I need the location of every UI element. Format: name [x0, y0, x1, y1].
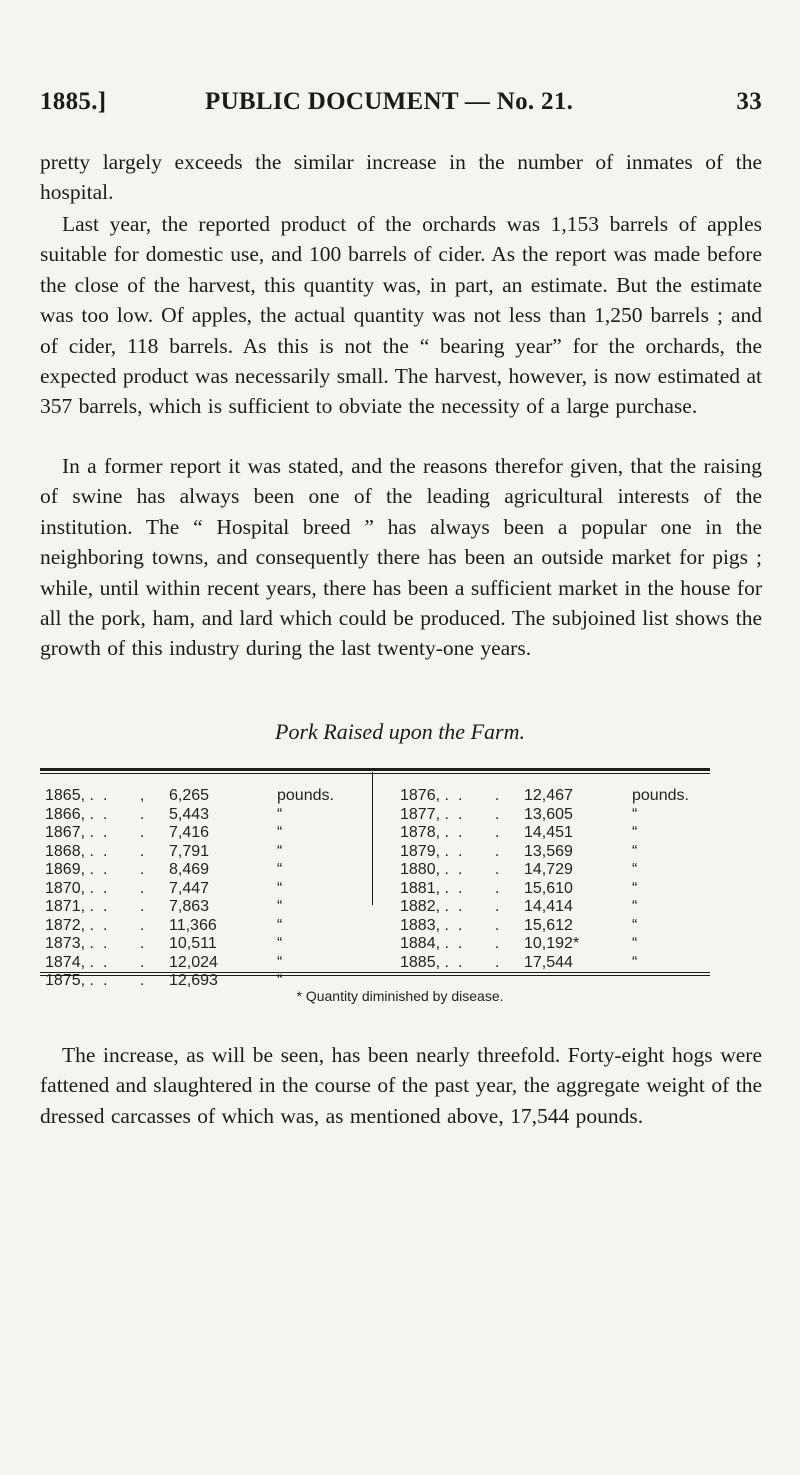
page-number: 33	[736, 88, 762, 115]
table-year: 1873, .	[45, 935, 94, 952]
table-year: 1885, .	[400, 953, 449, 971]
table-caption: Pork Raised upon the Farm.	[275, 719, 525, 744]
table-year: 1870, .	[45, 879, 94, 897]
table-year: 1877, .	[400, 805, 449, 823]
table-leader-dots: . .	[458, 935, 514, 952]
table-year: 1881, .	[400, 879, 449, 897]
table-leader-dots: . .	[458, 805, 514, 823]
table-amount: 14,451	[524, 824, 573, 841]
table-leader-dots: . .	[458, 842, 514, 860]
table-amount: 7,791	[169, 842, 210, 860]
table-amount: 7,416	[169, 824, 210, 841]
table-year: 1883, .	[400, 916, 449, 934]
table-leader-dots: . .	[103, 935, 159, 952]
table-leader-dots: . .	[103, 898, 159, 915]
table-amount: 17,544	[524, 953, 573, 971]
table-unit: “	[277, 842, 283, 860]
paragraph-1: pretty largely exceeds the similar increase in the number of inmates of the hospital.	[40, 150, 762, 205]
table-amount: 13,569	[524, 842, 573, 860]
table-year: 1880, .	[400, 861, 449, 878]
table-amount: 7,447	[169, 879, 210, 897]
table-year: 1865, .	[45, 787, 94, 804]
table-leader-dots: . .	[103, 953, 159, 971]
table-unit: “	[632, 805, 638, 823]
running-header	[40, 88, 762, 122]
table-amount: 6,265	[169, 787, 210, 804]
table-unit: “	[277, 898, 283, 915]
table-unit: “	[632, 842, 638, 860]
table-amount: 11,366	[169, 916, 217, 934]
table-amount: 8,469	[169, 861, 210, 878]
header-title: PUBLIC DOCUMENT — No. 21.	[205, 88, 574, 115]
table-leader-dots: . .	[103, 824, 159, 841]
table-leader-dots: . .	[458, 787, 514, 804]
table-footnote: * Quantity diminished by disease.	[296, 988, 504, 1004]
table-year: 1882, .	[400, 898, 449, 915]
table-leader-dots: . ,	[103, 787, 159, 804]
paragraph-2: Last year, the reported product of the orchards was 1,153 barrels of apples suitable for domestic use, and 100 barrels of cider. As the report was made before the close of the harvest, this quantity was, in part, an estimate. But the estimate was too low. Of apples, the actual quantity was not less than 1,250 barrels ; and of cider, 118 barrels. As this is not the “ bearing year” for the orchards, the expected product was necessarily small. The harvest, however, is now estimated at 357 barrels, which is sufficient to obviate the necessity of a large purchase.	[40, 212, 762, 419]
table-year: 1867, .	[45, 824, 94, 841]
table-year: 1872, .	[45, 916, 94, 934]
table-unit: “	[277, 861, 283, 878]
table-leader-dots: . .	[103, 879, 159, 897]
table-unit: “	[632, 898, 638, 915]
table-unit: pounds.	[632, 787, 689, 804]
table-amount: 15,610	[524, 879, 573, 897]
table-year: 1878, .	[400, 824, 449, 841]
paragraph-3: In a former report it was stated, and the reasons therefor given, that the raising of swine has always been one of the leading agricultural interests of the institution. The “ Hospital breed ” has always been a popular one in the neighboring towns, and consequently there has been an outside market for pigs ; while, until within recent years, there has been a sufficient market in the house for all the pork, ham, and lard which could be produced. The subjoined list shows the growth of this industry during the last twenty-one years.	[40, 454, 762, 661]
table-amount: 5,443	[169, 805, 210, 823]
table-unit: “	[277, 824, 283, 841]
table-unit: pounds.	[277, 787, 334, 804]
table-leader-dots: . .	[103, 805, 159, 823]
table-row	[400, 954, 720, 976]
table-leader-dots: . .	[458, 879, 514, 897]
table-leader-dots: . .	[103, 916, 159, 934]
table-year: 1875, .	[45, 972, 94, 989]
table-year: 1884, .	[400, 935, 449, 952]
table-amount: 12,024	[169, 953, 218, 971]
table-unit: “	[277, 916, 283, 934]
table-year: 1871, .	[45, 898, 94, 915]
table-unit: “	[632, 953, 638, 971]
table-unit: “	[277, 953, 283, 971]
table-unit: “	[632, 824, 638, 841]
table-amount: 14,729	[524, 861, 573, 878]
table-leader-dots: . .	[103, 861, 159, 878]
paragraph-4: The increase, as will be seen, has been nearly threefold. Forty-eight hogs were fattened and slaughtered in the course of the past year, the aggregate weight of the dressed carcasses of which was, as mentioned above, 17,544 pounds.	[40, 1043, 762, 1128]
table-unit: “	[277, 935, 283, 952]
table-amount: 7,863	[169, 898, 210, 915]
table-leader-dots: . .	[458, 824, 514, 841]
table-unit: “	[277, 972, 283, 989]
header-year: 1885.]	[40, 88, 107, 115]
table-year: 1876, .	[400, 787, 449, 804]
table-leader-dots: . .	[103, 972, 159, 989]
table-amount: 14,414	[524, 898, 573, 915]
table-unit: “	[277, 879, 283, 897]
table-year: 1869, .	[45, 861, 94, 878]
table-column-divider	[372, 772, 373, 905]
table-year: 1868, .	[45, 842, 94, 860]
table-year: 1866, .	[45, 805, 94, 823]
table-top-rule-thick	[40, 768, 710, 771]
table-amount: 13,605	[524, 805, 573, 823]
table-amount: 10,511	[169, 935, 217, 952]
table-unit: “	[632, 935, 638, 952]
table-amount: 12,693	[169, 972, 218, 989]
table-unit: “	[632, 861, 638, 878]
table-amount: 15,612	[524, 916, 573, 934]
table-leader-dots: . .	[458, 861, 514, 878]
table-leader-dots: . .	[458, 916, 514, 934]
table-unit: “	[632, 879, 638, 897]
table-top-rule-thin	[40, 773, 710, 774]
table-unit: “	[277, 805, 283, 823]
table-leader-dots: . .	[458, 898, 514, 915]
table-year: 1879, .	[400, 842, 449, 860]
table-leader-dots: . .	[458, 953, 514, 971]
table-year: 1874, .	[45, 953, 94, 971]
table-unit: “	[632, 916, 638, 934]
table-amount: 10,192*	[524, 935, 580, 952]
table-leader-dots: . .	[103, 842, 159, 860]
table-amount: 12,467	[524, 787, 573, 804]
